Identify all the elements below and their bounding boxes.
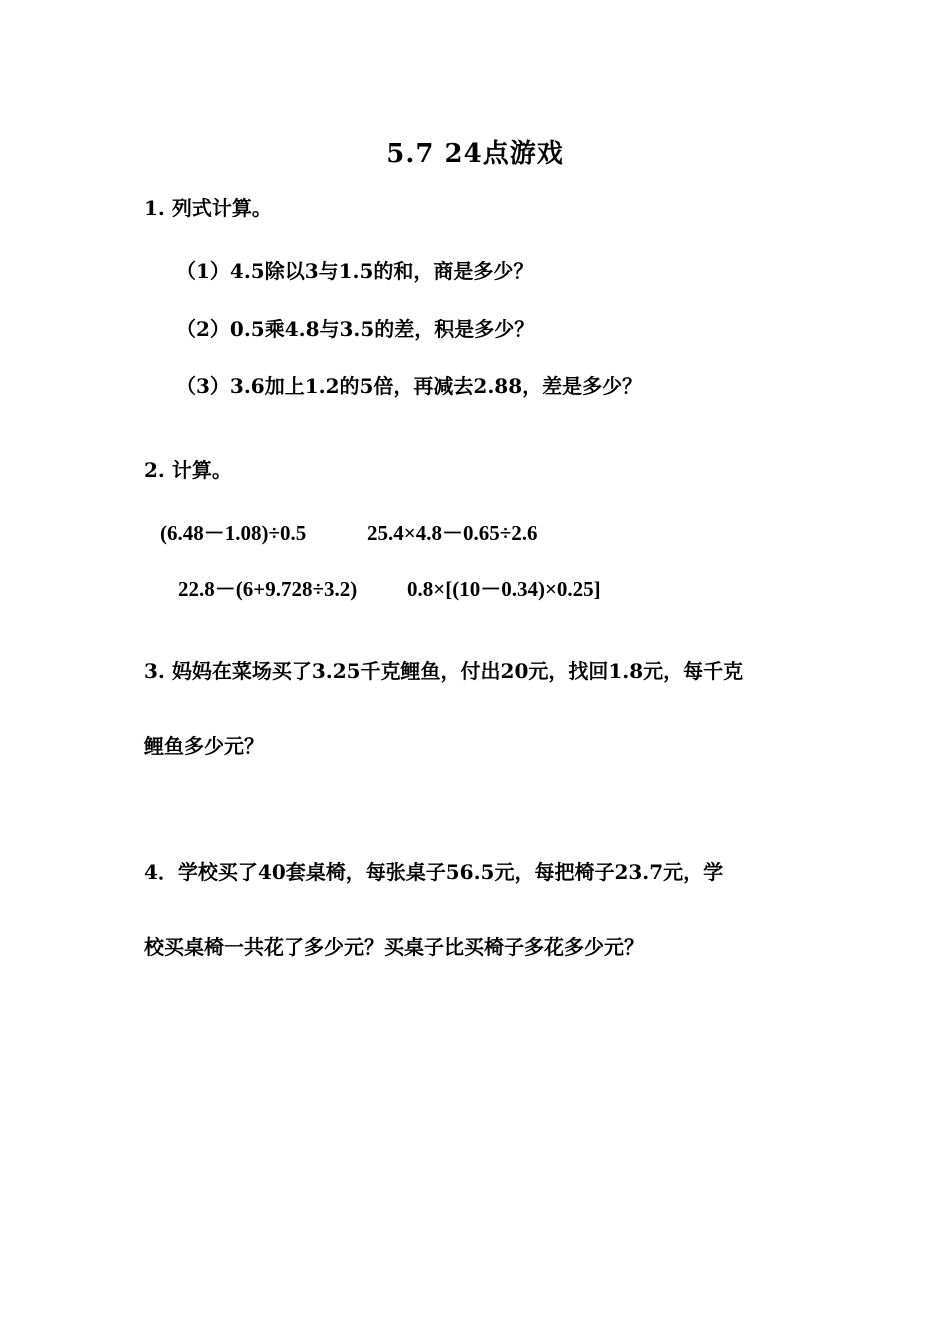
question-3-line-1: 3. 妈妈在菜场买了3.25千克鲤鱼，付出20元，找回1.8元，每千克 [144,659,744,683]
expression-4: 0.8×[(10－0.34)×0.25] [407,577,601,601]
expression-2: 25.4×4.8－0.65÷2.6 [367,521,538,545]
question-3-line-2: 鲤鱼多少元？ [144,734,264,758]
question-4-line-2: 校买桌椅一共花了多少元？买桌子比买椅子多花多少元？ [144,935,644,959]
expression-3: 22.8－(6+9.728÷3.2) [178,577,358,601]
question-2-heading: 2. 计算。 [144,458,232,482]
expression-1: (6.48－1.08)÷0.5 [160,521,307,545]
question-1-item-3: （3）3.6加上1.2的5倍，再减去2.88，差是多少？ [176,374,643,398]
question-1-item-2: （2）0.5乘4.8与3.5的差，积是多少？ [176,317,535,341]
question-1-heading: 1. 列式计算。 [144,196,272,220]
page-title: 5.7 24点游戏 [386,139,564,169]
question-4-line-1: 4．学校买了40套桌椅，每张桌子56.5元，每把椅子23.7元，学 [144,860,724,884]
question-1-item-1: （1）4.5除以3与1.5的和，商是多少？ [176,259,534,283]
